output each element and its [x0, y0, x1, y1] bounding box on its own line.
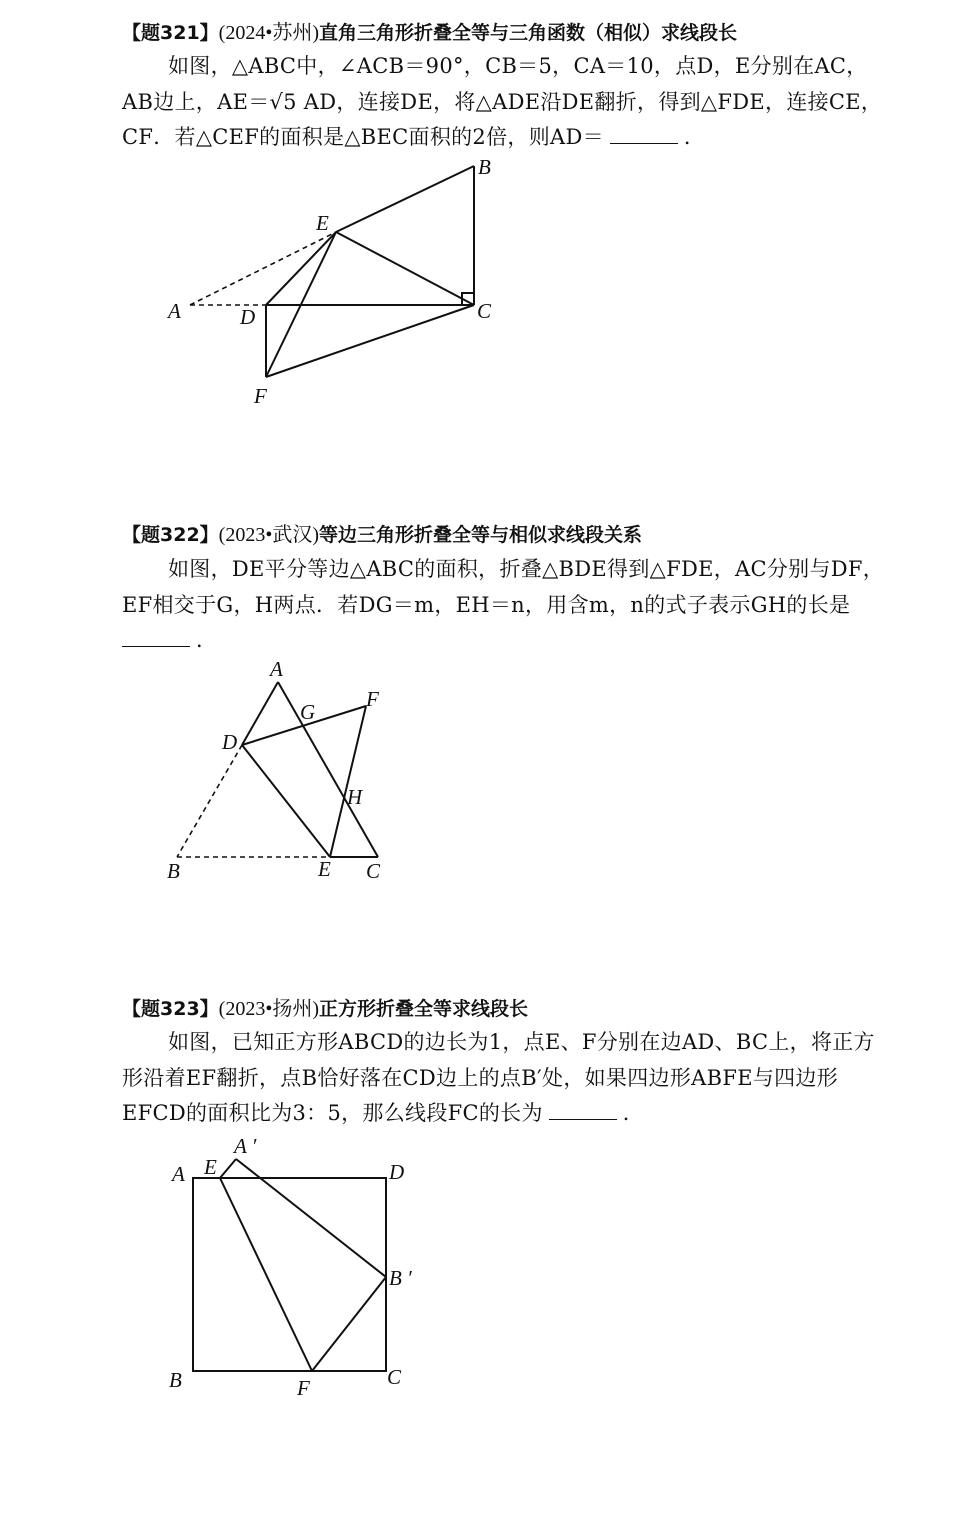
problem-text-line: 如图，DE平分等边△ABC的面积，折叠△BDE得到△FDE，AC分别与DF，: [168, 557, 885, 581]
problem-number: 【题321】: [122, 22, 219, 44]
point-label-H: H: [347, 785, 363, 809]
problem-title: 等边三角形折叠全等与相似求线段关系: [319, 524, 643, 546]
point-label-B: B: [167, 859, 180, 883]
problem-text: EFCD的面积比为3：5，那么线段FC的长为: [122, 1101, 543, 1125]
point-label-F: F: [297, 1376, 310, 1400]
problem-text: CF．若△CEF的面积是△BEC面积的2倍，则AD＝: [122, 125, 604, 149]
point-label-A: A: [172, 1162, 185, 1186]
point-label-E: E: [316, 211, 329, 235]
point-label-B: B: [169, 1368, 182, 1392]
point-label-B-prime: B ′: [389, 1266, 412, 1290]
problem-source: (2023•扬州): [218, 998, 319, 1020]
point-label-D: D: [222, 730, 238, 754]
point-label-F: F: [254, 384, 267, 408]
point-label-C: C: [387, 1365, 402, 1389]
end-mark: ．: [622, 1101, 645, 1125]
segment-EA1: [220, 1159, 236, 1178]
point-label-E: E: [318, 857, 331, 881]
problem-number: 【题322】: [122, 524, 219, 546]
problem-text-line: AB边上，AE＝√5 AD，连接DE，将△ADE沿DE翻折，得到△FDE，连接CE，: [122, 90, 883, 114]
point-label-D: D: [240, 305, 256, 329]
point-label-D: D: [389, 1160, 405, 1184]
point-label-C: C: [366, 859, 381, 883]
point-label-E: E: [204, 1155, 217, 1179]
point-label-G: G: [300, 700, 316, 724]
point-label-A: A: [168, 299, 181, 323]
point-label-C: C: [477, 299, 492, 323]
problem-source: (2023•武汉): [218, 524, 319, 546]
problem-text-line: 如图，△ABC中，∠ACB＝90°，CB＝5，CA＝10，点D，E分别在AC，: [168, 54, 868, 78]
problem-source: (2024•苏州): [218, 22, 319, 44]
end-mark: ．: [683, 125, 706, 149]
problem-text-line: 形沿着EF翻折，点B恰好落在CD边上的点B′处，如果四边形ABFE与四边形: [122, 1066, 839, 1090]
problem-text-line: 如图，已知正方形ABCD的边长为1，点E、F分别在边AD、BC上，将正方: [168, 1030, 875, 1054]
end-mark: ．: [196, 628, 218, 652]
problem-number: 【题323】: [122, 998, 219, 1020]
segment-FB1: [312, 1277, 386, 1371]
point-label-F: F: [366, 687, 379, 711]
point-label-A-prime: A ′: [234, 1134, 257, 1158]
problem-title: 正方形折叠全等求线段长: [319, 998, 529, 1020]
point-label-B: B: [478, 155, 491, 179]
point-label-A: A: [270, 657, 283, 681]
square-ABCD: [193, 1178, 386, 1371]
problem-title: 直角三角形折叠全等与三角函数（相似）求线段长: [319, 22, 738, 44]
problem-text-line: EF相交于G，H两点．若DG＝m，EH＝n，用含m，n的式子表示GH的长是: [122, 593, 851, 617]
